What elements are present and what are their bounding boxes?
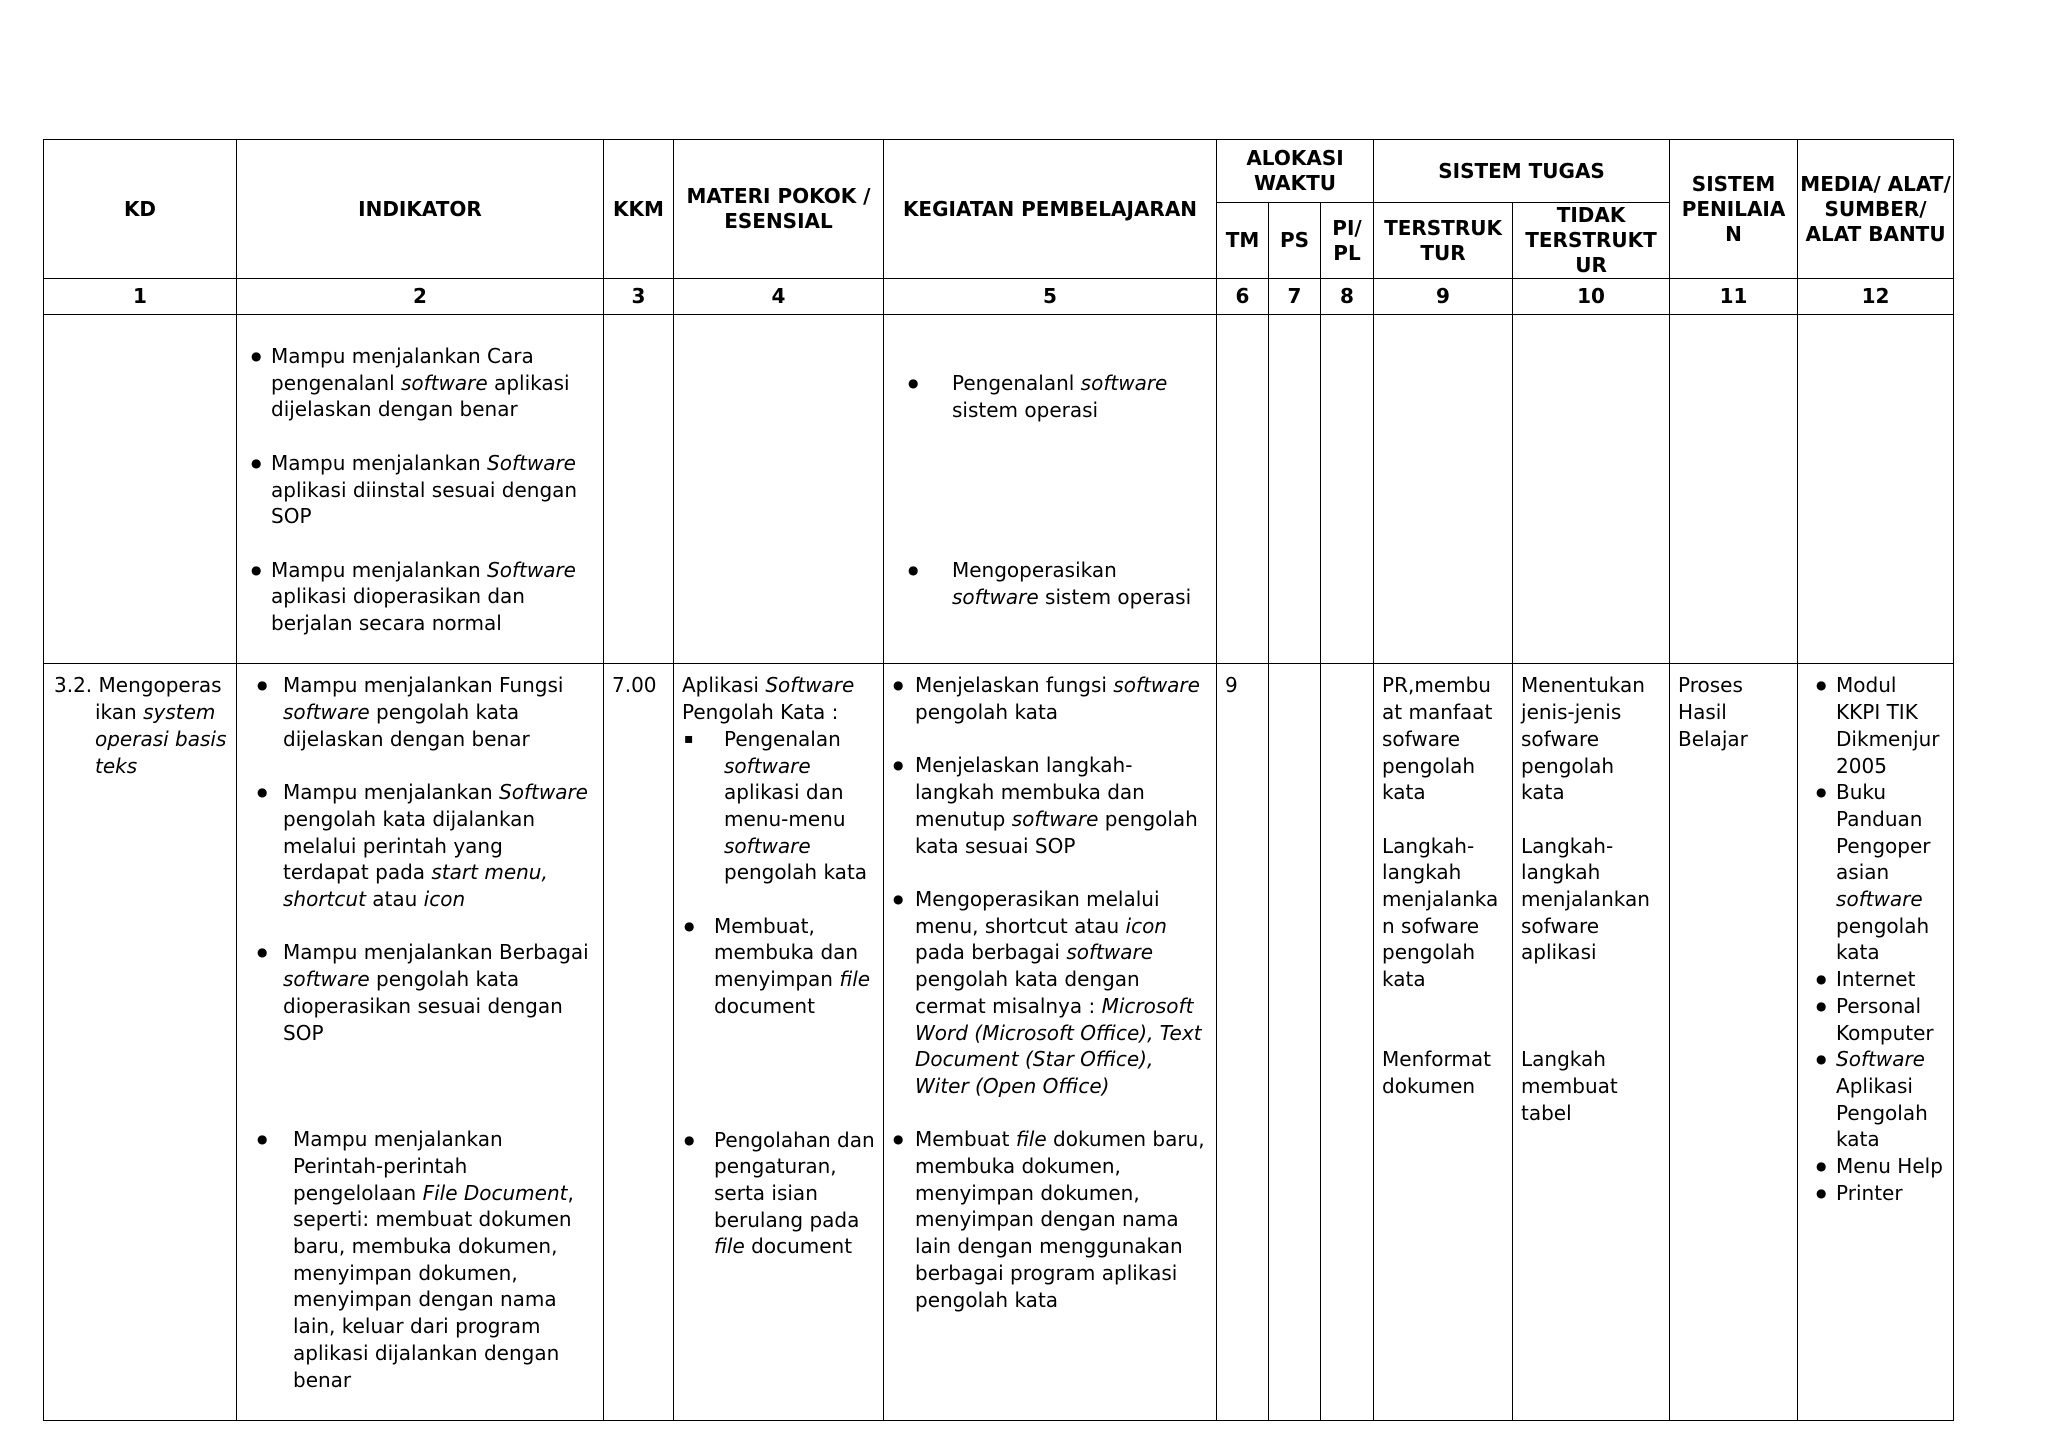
bullet-icon: ●: [1816, 972, 1827, 987]
list-item: ● Mampu menjalankan Berbagai software pengolah kata dioperasikan sesuai dengan SOP: [257, 940, 589, 1045]
column-number: 10: [1513, 279, 1670, 315]
list-item: ● Membuat file dokumen baru, membuka dokumen, menyimpan dokumen, menyimpan dengan nama lain dengan menggunakan berbagai program aplikasi pengolah kata: [893, 1127, 1205, 1312]
list-item: ● Internet: [1816, 967, 1916, 992]
list-item: ● Mampu menjalankan Software pengolah kata dijalankan melalui perintah yang terdapat pada start menu, shortcut atau icon: [257, 780, 588, 911]
kd-cell-empty: [44, 315, 237, 664]
bullet-icon: ●: [257, 678, 268, 693]
column-number: 7: [1269, 279, 1321, 315]
col-header-kkm: KKM: [604, 140, 674, 279]
kkm-cell: [604, 664, 674, 1421]
table-row: [44, 664, 1954, 1421]
column-number: 4: [674, 279, 884, 315]
column-number: 2: [237, 279, 604, 315]
bullet-icon: ●: [893, 891, 904, 906]
col-header-kd: KD: [44, 140, 237, 279]
task-text: Langkah membuat tabel: [1521, 1047, 1618, 1125]
list-item: ● Mampu menjalankan Fungsi software pengolah kata dijelaskan dengan benar: [257, 673, 564, 751]
tm-cell: [1217, 664, 1269, 1421]
bullet-icon: ●: [893, 758, 904, 773]
table-row: [44, 315, 1954, 664]
list-item: ● Mampu menjalankan Cara pengenalanl software aplikasi dijelaskan dengan benar: [251, 344, 570, 422]
indikator-cell: [237, 315, 604, 664]
bullet-icon: ●: [908, 376, 919, 390]
col-header-media: MEDIA/ ALAT/ SUMBER/ ALAT BANTU: [1798, 140, 1954, 279]
list-item: ● Printer: [1816, 1180, 1903, 1205]
materi-cell-empty: [674, 315, 884, 664]
bullet-icon: ●: [251, 455, 262, 470]
penilaian-cell: [1670, 664, 1798, 1421]
materi-cell: [674, 664, 884, 1421]
task-text: Menformat dokumen: [1382, 1047, 1491, 1098]
bullet-icon: ●: [257, 1132, 268, 1147]
list-item: ● Personal Komputer: [1816, 993, 1934, 1045]
list-item: ● Menjelaskan langkah-langkah membuka dan menutup software pengolah kata sesuai SOP: [893, 753, 1198, 858]
kd-text-italic: system operasi basis teks: [95, 700, 227, 778]
list-item: ● Menjelaskan fungsi software pengolah kata: [893, 673, 1200, 725]
column-number: 8: [1321, 279, 1374, 315]
list-item: ● Modul KKPI TIK Dikmenjur 2005: [1816, 673, 1940, 778]
bullet-icon: ●: [1816, 998, 1827, 1013]
bullet-icon: ●: [1816, 1052, 1827, 1067]
col-header-terstruktur: TERSTRUK TUR: [1374, 203, 1513, 279]
kkm-cell-empty: [604, 315, 674, 664]
kd-text: Mengoperas: [98, 673, 222, 698]
column-number-row: [44, 279, 1954, 315]
terstruktur-cell: [1374, 664, 1513, 1421]
col-header-pipl: PI/ PL: [1321, 203, 1374, 279]
col-header-indikator: INDIKATOR: [237, 140, 604, 279]
indikator-cell: [237, 664, 604, 1421]
list-item: ● Mampu menjalankan Software aplikasi dioperasikan dan berjalan secara normal: [251, 557, 576, 635]
column-number: 5: [884, 279, 1217, 315]
list-item: ● Pengenalanl software sistem operasi: [908, 371, 1168, 422]
list-item: ● Mampu menjalankan Software aplikasi diinstal sesuai dengan SOP: [251, 450, 578, 529]
task-text: Langkah-langkah menjalankan sofware aplikasi: [1521, 833, 1650, 965]
penilaian-text: Proses Hasil Belajar: [1678, 673, 1748, 751]
task-text: Menentukan jenis-jenis sofware pengolah kata: [1521, 673, 1645, 805]
col-header-tidak-terstruktur: TIDAK TERSTRUKT UR: [1513, 203, 1670, 279]
bullet-icon: ●: [893, 678, 904, 693]
column-number: 3: [604, 279, 674, 315]
bullet-icon: ●: [684, 918, 695, 933]
task-text: Langkah-langkah menjalanka n sofware pengolah kata: [1382, 833, 1499, 992]
bullet-icon: ●: [893, 1132, 904, 1147]
bullet-icon: ●: [1816, 1159, 1827, 1174]
bullet-icon: ●: [1816, 1185, 1827, 1200]
col-header-materi: MATERI POKOK / ESENSIAL: [674, 140, 884, 279]
list-item: ● Membuat, membuka dan menyimpan file document: [684, 913, 871, 1018]
bullet-icon: ●: [251, 349, 262, 363]
list-item: ● Mengoperasikan melalui menu, shortcut atau icon pada berbagai software pengolah kata dengan cermat misalnya : Microsoft Word (Microsoft Office), Text Document (Star Office), Witer (Open Office): [893, 886, 1202, 1098]
list-item: ● Mampu menjalankan Perintah-perintah pengelolaan File Document, seperti: membuat dokumen baru, membuka dokumen, menyimpan dokumen, menyimpan dengan nama lain, keluar dari program aplikasi dijalankan dengan benar: [257, 1127, 574, 1392]
media-cell: [1798, 664, 1954, 1421]
col-header-tm: TM: [1217, 203, 1269, 279]
list-item: ▪ Pengenalan software aplikasi dan menu-menu software pengolah kata: [684, 726, 868, 885]
col-header-alokasi: ALOKASI WAKTU: [1217, 140, 1374, 203]
bullet-icon: ●: [257, 945, 268, 960]
syllabus-table: [43, 139, 1954, 1421]
task-text: PR,membu at manfaat sofware pengolah kata: [1382, 673, 1493, 805]
list-item: ● Software Aplikasi Pengolah kata: [1816, 1047, 1928, 1152]
list-item: ● Menu Help: [1816, 1154, 1943, 1179]
kd-cell: 3.2. Mengoperas ikan system operasi basis teks: [44, 664, 237, 1421]
bullet-icon: ●: [251, 562, 262, 577]
bullet-icon: ●: [257, 785, 268, 800]
square-bullet-icon: ▪: [684, 730, 694, 747]
kegiatan-cell: [884, 664, 1217, 1421]
bullet-icon: ●: [684, 1132, 695, 1147]
bullet-icon: ●: [1816, 785, 1827, 800]
header-row-1: [44, 140, 1954, 203]
col-header-ps: PS: [1269, 203, 1321, 279]
materi-title: Aplikasi Software Pengolah Kata :: [682, 673, 855, 725]
bullet-icon: ●: [908, 563, 919, 578]
kd-number: 3.2.: [54, 673, 93, 698]
column-number: 11: [1670, 279, 1798, 315]
bullet-icon: ●: [1816, 678, 1827, 693]
col-header-sistem-tugas: SISTEM TUGAS: [1374, 140, 1670, 203]
col-header-sistem-penilaian: SISTEM PENILAIA N: [1670, 140, 1798, 279]
list-item: ● Buku Panduan Pengoper asian software pengolah kata: [1816, 780, 1931, 965]
list-item: ● Pengolahan dan pengaturan, serta isian berulang pada file document: [684, 1127, 875, 1259]
column-number: 9: [1374, 279, 1513, 315]
tidak-terstruktur-cell: [1513, 664, 1670, 1421]
column-number: 1: [44, 279, 237, 315]
column-number: 12: [1798, 279, 1954, 315]
kkm-value: 7.00: [612, 673, 657, 698]
column-number: 6: [1217, 279, 1269, 315]
col-header-kegiatan: KEGIATAN PEMBELAJARAN: [884, 140, 1217, 279]
tm-value: 9: [1225, 673, 1238, 698]
list-item: ● Mengoperasikan software sistem operasi: [908, 558, 1192, 610]
kegiatan-cell: [884, 315, 1217, 664]
